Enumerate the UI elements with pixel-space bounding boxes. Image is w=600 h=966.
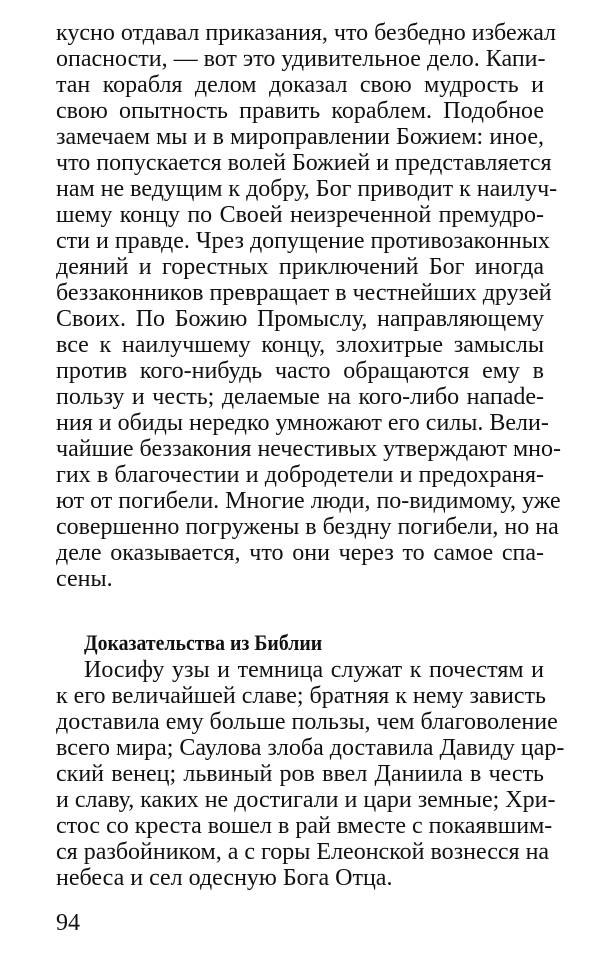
page-number: 94: [56, 910, 80, 936]
text-line: Иосифу узы и темница служат к почестям и: [84, 657, 544, 683]
text-line: всего мира; Саулова злоба доставила Давиду цар-: [56, 735, 565, 761]
text-line: чайшие беззакония нечестивых утверждают мно-: [56, 436, 562, 462]
text-line: ния и обиды нередко умножают его силы. Вели-: [56, 410, 549, 436]
text-line: ют от погибели. Многие люди, по-видимому, уже: [56, 488, 561, 514]
text-line: небеса и сел одесную Бога Отца.: [56, 865, 393, 891]
text-line: свою опытность править кораблем. Подобное: [56, 98, 544, 124]
text-line: тан корабля делом доказал свою мудрость и: [56, 72, 544, 98]
text-line: доставила ему больше пользы, чем благоволение: [56, 709, 558, 735]
text-line: гих в благочестии и добродетели и предохраня-: [56, 462, 544, 488]
text-line: пользу и честь; делаемые на кого-либо напade-: [56, 384, 544, 410]
text-line: стос со креста вошел в рай вместе с покаявшим-: [56, 813, 553, 839]
text-line: что попускается волей Божией и представляется: [56, 150, 552, 176]
text-line: Своих. По Божию Промыслу, направляющему: [56, 306, 544, 332]
text-line: деяний и горестных приключений Бог иногда: [56, 254, 544, 280]
text-line: и славу, каких не достигали и цари земные; Хри-: [56, 787, 556, 813]
text-line: сти и правде. Чрез допущение противозаконных: [56, 228, 550, 254]
text-line: опасности, — вот это удивительное дело. Капи-: [56, 46, 546, 72]
text-line: против кого-нибудь часто обращаются ему в: [56, 358, 544, 384]
text-line: все к наилучшему концу, злохитрые замыслы: [56, 332, 544, 358]
section-heading: Доказательства из Библии: [84, 630, 323, 655]
text-line: ся разбойником, а с горы Елеонской вознесся на: [56, 839, 550, 865]
text-line: сены.: [56, 566, 113, 592]
text-line: нам не ведущим к добру, Бог приводит к наилуч-: [56, 176, 558, 202]
text-line: деле оказывается, что они через то самое спа-: [56, 540, 544, 566]
text-line: шему концу по Своей неизреченной премудро-: [56, 202, 544, 228]
text-line: к его величайшей славе; братняя к нему зависть: [56, 683, 546, 709]
text-line: совершенно погружены в бездну погибели, но на: [56, 514, 559, 540]
text-line: ский венец; львиный ров ввел Даниила в честь: [56, 761, 544, 787]
text-line: замечаем мы и в мироправлении Божием: иное,: [56, 124, 544, 150]
text-line: беззаконников превращает в честнейших друзей: [56, 280, 552, 306]
text-line: кусно отдавал приказания, что безбедно избежал: [56, 20, 557, 46]
